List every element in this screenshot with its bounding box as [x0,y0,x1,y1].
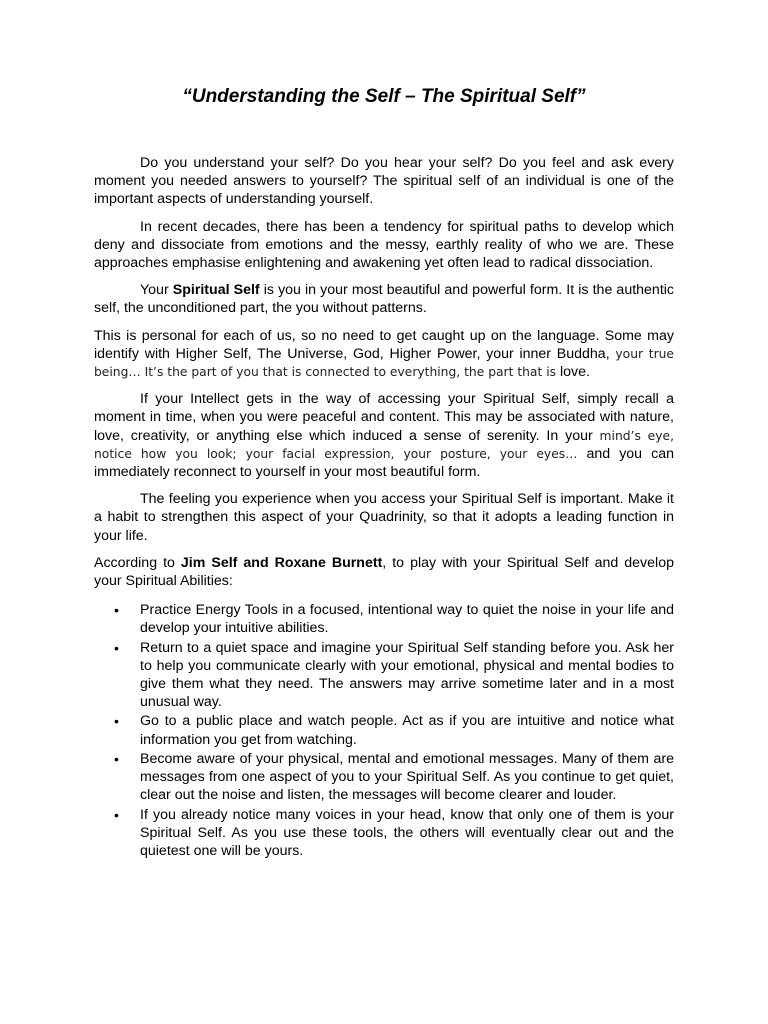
document-title: “Understanding the Self – The Spiritual Self” [182,86,586,107]
bullet-text: Practice Energy Tools in a focused, intentional way to quiet the noise in your life and develop your intuitive abilities. [140,602,674,637]
bullet-item [94,601,674,637]
p7-bold: Jim Self and Roxane Burnett [180,554,383,571]
bullet-item [94,806,674,861]
bullet-icon: • [114,602,119,619]
p7-before: According to [94,554,181,571]
p3-bold: Spiritual Self [172,282,260,299]
bullet-icon: • [114,639,119,656]
paragraph-according-to [94,554,674,590]
p7-after: , to play with your Spiritual Self and develop your Spiritual Abilities: [94,554,674,590]
p4-alt-text: your true being… It’s the part of you that is connected to everything, the part that is [94,346,674,380]
p5-alt-text: mind’s eye, notice how you look; your facial expression, your posture, your eyes… [94,428,674,461]
p3-before: Your [140,282,173,299]
bullet-text: Become aware of your physical, mental and emotional messages. Many of them are messages from one aspect of you to your Spiritual Self. As you continue to get quiet, clear out the noise and listen, the messages will become clearer and louder. [140,750,674,804]
p4-end: love. [559,364,590,381]
p3-after: is you in your most beautiful and powerful form. It is the authentic self, the unconditioned part, the you without patterns. [94,282,675,317]
bullet-text: Return to a quiet space and imagine your Spiritual Self standing before you. Ask her to help you communicate clearly with your emotional, physical and mental bodies to give them what they need. The answers may arrive sometime later and in a most unusual way. [140,639,674,711]
paragraph-spiritual-self [94,281,674,317]
bullet-icon: • [114,806,119,823]
bullet-item [94,750,674,805]
paragraph-feeling: The feeling you experience when you access your Spiritual Self is important. Make it a habit to strengthen this aspect of your Quadrinity, so that it adopts a leading function in your life. [94,491,674,544]
bullet-text: Go to a public place and watch people. Act as if you are intuitive and notice what information you get from watching. [140,713,674,748]
bullet-icon: • [114,713,119,730]
paragraph-personal [94,327,674,382]
bullet-list-wrapper [94,601,674,860]
bullet-text: If you already notice many voices in your head, know that only one of them is your Spiritual Self. As you use these tools, the others will eventually clear out and the quietest one will be yours. [140,806,674,859]
document-page [94,84,674,861]
paragraph-recent-decades: In recent decades, there has been a tendency for spiritual paths to develop which deny and dissociate from emotions and the messy, earthly reality of who we are. These approaches emphasise enlightening and awakening yet often lead to radical dissociation. [94,218,674,272]
bullet-item [94,712,674,748]
bullet-item [94,639,674,712]
bullet-list [94,601,674,860]
bullet-icon: • [114,750,119,767]
paragraph-intellect [94,390,674,481]
paragraph-intro: Do you understand your self? Do you hear your self? Do you feel and ask every moment you needed answers to yourself? The spiritual self of an individual is one of the important aspects of understanding yourself. [94,155,674,208]
p4-text: This is personal for each of us, so no need to get caught up on the language. Some may identify with Higher Self, The Universe, God, Higher Power, your inner Buddha, [94,327,674,362]
p5-end: and you can immediately reconnect to yourself in your most beautiful form. [94,445,674,481]
p5-text: If your Intellect gets in the way of accessing your Spiritual Self, simply recall a moment in time, when you were peaceful and content. This may be associated with nature, love, creativity, or anything else which induced a sense of serenity. In your [94,391,674,444]
